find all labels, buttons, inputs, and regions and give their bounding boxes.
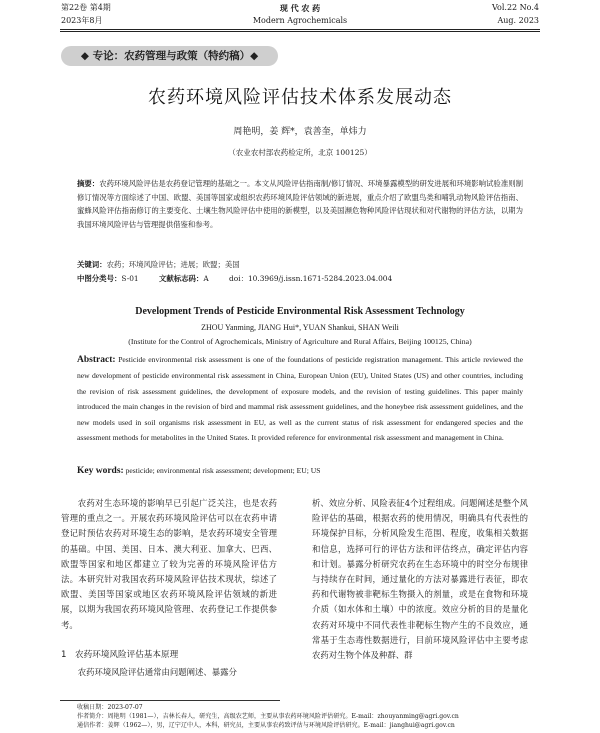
journal-name-cn: 现 代 农 药 bbox=[279, 3, 321, 13]
english-affiliation: (Institute for the Control of Agrochemicals, Ministry of Agriculture and Rural Affairs, Beijing 100125, China) bbox=[128, 337, 472, 346]
right-column-paragraph: 析、效应分析、风险表征4个过程组成。问题阐述是整个风险评估的基础，根据农药的使用情况，明确具有代表性的环境保护目标，分析风险发生范围、程度，收集相关数据和信息，选择可行的评估方法和评估终点，确定评估内容和计划。暴露分析研究农药在生态环境中的时空分布规律与持续存在时间，通过量化的方法对暴露进行表征，即农药和代谢物被非靶标生物摄入的剂量，或是在食物和环境介质（如水体和土壤）中的浓度。效应分析的目的是量化农药对环境中不同代表性非靶标生物产生的不良效应，通常基于生态毒性数据进行，目前环境风险评估中主要考虑农药对生物个体及种群、群 bbox=[312, 498, 528, 661]
footnote-author-info: 作者简介：周艳明（1981—），吉林长春人，研究生，高级农艺师，主要从事农药环境风险评估研究。E-mail：zhouyanming@agri.gov.cn bbox=[77, 713, 459, 720]
abstract-cn bbox=[77, 177, 523, 231]
abstract-cn-label: 摘要： bbox=[77, 179, 100, 188]
english-keywords-label: Key words: bbox=[77, 466, 124, 476]
english-keywords-text: pesticide; environmental risk assessment; development; EU; US bbox=[125, 466, 321, 475]
date-en: Aug. 2023 bbox=[497, 16, 539, 25]
body-left-column bbox=[61, 496, 277, 633]
article-meta bbox=[77, 258, 523, 286]
authors-cn: 周艳明，姜 辉*，袁善奎，单炜力 bbox=[233, 127, 367, 137]
body-right-column bbox=[312, 496, 528, 663]
journal-name-en: Modern Agrochemicals bbox=[252, 16, 348, 25]
english-title: Development Trends of Pesticide Environmental Risk Assessment Technology bbox=[135, 306, 465, 317]
section-1-paragraph: 农药环境风险评估通常由问题阐述、暴露分 bbox=[77, 667, 237, 677]
intro-paragraph: 农药对生态环境的影响早已引起广泛关注，也是农药管理的重点之一。开展农药环境风险评估可以在农药申请登记时预估农药对环境生态的影响，是农药环境安全管理的基础。中国、美国、日本、澳大利亚、加拿大、巴西、欧盟等国家和地区都建立了较为完善的环境风险评估方法。本研究针对我国农药环境风险评估技术现状，综述了欧盟、美国等国家或地区农药环境风险评估领域的新进展，以期为我国农药环境风险管理、农药登记工作提供参考。 bbox=[61, 498, 277, 630]
classification-line bbox=[77, 272, 523, 286]
keywords-cn-label: 关键词： bbox=[77, 260, 107, 269]
header-rule bbox=[60, 29, 540, 30]
section-1-heading: 1 农药环境风险评估基本原理 bbox=[61, 650, 179, 660]
english-abstract-label: Abstract: bbox=[77, 355, 116, 365]
article-title: 农药环境风险评估技术体系发展动态 bbox=[148, 87, 452, 108]
keywords-cn-text: 农药；环境风险评估；进展；欧盟；美国 bbox=[106, 260, 240, 269]
clc-label: 中图分类号： bbox=[77, 274, 122, 283]
clc-value: S-01 bbox=[121, 274, 139, 283]
doc-code-label: 文献标志码： bbox=[158, 274, 204, 283]
footnote-corresponding: 通信作者：姜辉（1962—），男，辽宁辽中人，本科，研究员，主要从事农药致评估与环境风险评估研究。E-mail：jianghui@agri.gov.cn bbox=[77, 722, 455, 729]
keywords-cn bbox=[77, 258, 523, 272]
english-keywords bbox=[77, 466, 523, 476]
english-authors: ZHOU Yanming, JIANG Hui*, YUAN Shankui, SHAN Weili bbox=[201, 323, 399, 332]
footnote-rule bbox=[60, 700, 280, 701]
date-cn: 2023年8月 bbox=[61, 16, 103, 25]
section-banner: ◆ 专论：农药管理与政策（特约稿）◆ bbox=[61, 46, 278, 66]
volume-issue-en: Vol.22 No.4 bbox=[492, 3, 539, 12]
volume-issue-cn: 第22卷 第4期 bbox=[61, 3, 111, 12]
footnote-received: 收稿日期：2023-07-07 bbox=[77, 704, 143, 711]
abstract-cn-text: 农药环境风险评估是农药登记管理的基础之一。本文从风险评估指南制/修订情况、环境暴露模型的研发进展和环境影响试验准则制修订情况等方面综述了中国、欧盟、美国等国家或组织农药环境风险评估领域的新进展，重点介绍了欧盟鸟类和哺乳动物风险评估指南、蜜蜂风险评估指南修订的主要变化、土壤生物风险评估中使用的新模型，以及美国濒危物种风险评估现状和对代谢物的评估方法，以期为我国环境风险评估与管理提供借鉴和参考。 bbox=[77, 179, 523, 229]
english-abstract bbox=[77, 352, 523, 445]
doc-code-value: A bbox=[203, 274, 209, 283]
header-rule-second bbox=[60, 31, 540, 32]
english-abstract-text: Pesticide environmental risk assessment is one of the foundations of pesticide registration management. This article reviewed the new development of pesticide environmental risk assessment in China, European Union (EU), United States (US) and other countries, including the revision of risk assessment guidelines, the development of exposure models, and the revision of testing guidelines. This paper mainly introduced the main changes in the revision of bird and mammal risk assessment guidelines, and the honeybee risk assessment guidelines, and the new models used in soil organisms risk assessment in EU, as well as the current status of risk assessment for endangered species and the assessment methods for metabolites in the United States. It provided reference for environmental risk assessment and management in China. bbox=[77, 355, 523, 443]
doi: doi：10.3969/j.issn.1671-5284.2023.04.004 bbox=[229, 274, 393, 283]
affiliation-cn: （农业农村部农药检定所，北京 100125） bbox=[228, 148, 372, 157]
